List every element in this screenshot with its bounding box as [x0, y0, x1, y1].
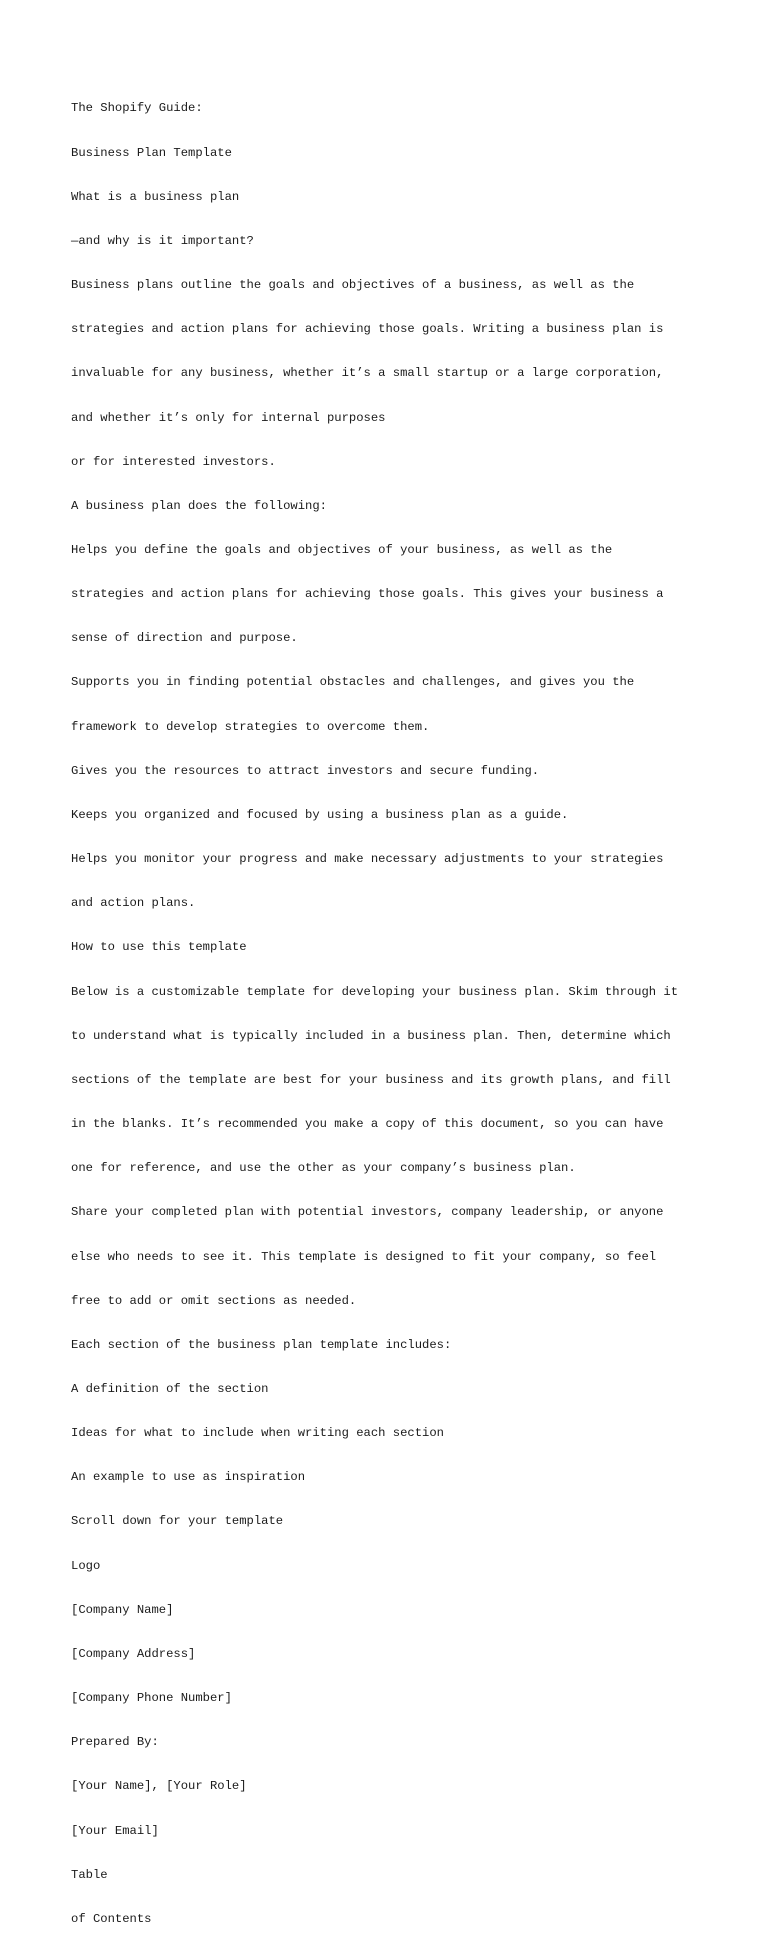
does-following-heading: A business plan does the following: — [71, 498, 327, 513]
list-item-line: Keeps you organized and focused by using a business plan as a guide. — [71, 807, 569, 822]
table-of-contents-heading: Table — [71, 1867, 108, 1882]
list-item-line: strategies and action plans for achieving those goals. This gives your business a — [71, 587, 664, 602]
company-address-placeholder: [Company Address] — [71, 1646, 196, 1661]
intro-paragraph-line: or for interested investors. — [71, 454, 276, 469]
intro-paragraph-line: strategies and action plans for achieving those goals. Writing a business plan is — [71, 322, 664, 337]
table-of-contents-heading: of Contents — [71, 1911, 152, 1926]
share-paragraph-line: Share your completed plan with potential investors, company leadership, or anyone — [71, 1205, 664, 1220]
section-heading-why-important: —and why is it important? — [71, 233, 254, 248]
list-item-line: Gives you the resources to attract investors and secure funding. — [71, 763, 540, 778]
list-item-line: sense of direction and purpose. — [71, 631, 298, 646]
intro-paragraph-line: and whether it’s only for internal purposes — [71, 410, 386, 425]
section-heading-what-is: What is a business plan — [71, 189, 240, 204]
logo-placeholder: Logo — [71, 1558, 101, 1573]
list-item-line: and action plans. — [71, 896, 196, 911]
list-item-line: framework to develop strategies to overcome them. — [71, 719, 430, 734]
company-name-placeholder: [Company Name] — [71, 1602, 174, 1617]
how-to-use-paragraph-line: in the blanks. It’s recommended you make a copy of this document, so you can have — [71, 1117, 664, 1132]
includes-list-item: Ideas for what to include when writing each section — [71, 1426, 444, 1441]
includes-list-item: A definition of the section — [71, 1381, 269, 1396]
includes-list-item: An example to use as inspiration — [71, 1470, 306, 1485]
intro-paragraph-line: invaluable for any business, whether it’s a small startup or a large corporation, — [71, 366, 664, 381]
scroll-down-note: Scroll down for your template — [71, 1514, 284, 1529]
how-to-use-paragraph-line: sections of the template are best for your business and its growth plans, and fill — [71, 1072, 671, 1087]
how-to-use-paragraph-line: to understand what is typically included in a business plan. Then, determine which — [71, 1028, 671, 1043]
guide-title: The Shopify Guide: — [71, 101, 203, 116]
intro-paragraph-line: Business plans outline the goals and objectives of a business, as well as the — [71, 278, 635, 293]
preparer-email-placeholder: [Your Email] — [71, 1823, 159, 1838]
prepared-by-label: Prepared By: — [71, 1735, 159, 1750]
list-item-line: Helps you define the goals and objectives of your business, as well as the — [71, 543, 613, 557]
section-includes-heading: Each section of the business plan template includes: — [71, 1337, 452, 1352]
document-page — [71, 72, 711, 1941]
list-item-line: Helps you monitor your progress and make necessary adjustments to your strategies — [71, 852, 664, 867]
template-title: Business Plan Template — [71, 145, 232, 160]
preparer-name-role-placeholder: [Your Name], [Your Role] — [71, 1779, 247, 1794]
share-paragraph-line: free to add or omit sections as needed. — [71, 1293, 357, 1308]
how-to-use-heading: How to use this template — [71, 940, 247, 955]
list-item-line: Supports you in finding potential obstacles and challenges, and gives you the — [71, 675, 635, 690]
how-to-use-paragraph-line: one for reference, and use the other as your company’s business plan. — [71, 1161, 576, 1176]
company-phone-placeholder: [Company Phone Number] — [71, 1691, 232, 1706]
share-paragraph-line: else who needs to see it. This template is designed to fit your company, so feel — [71, 1249, 657, 1264]
how-to-use-paragraph-line: Below is a customizable template for developing your business plan. Skim through it — [71, 984, 679, 999]
